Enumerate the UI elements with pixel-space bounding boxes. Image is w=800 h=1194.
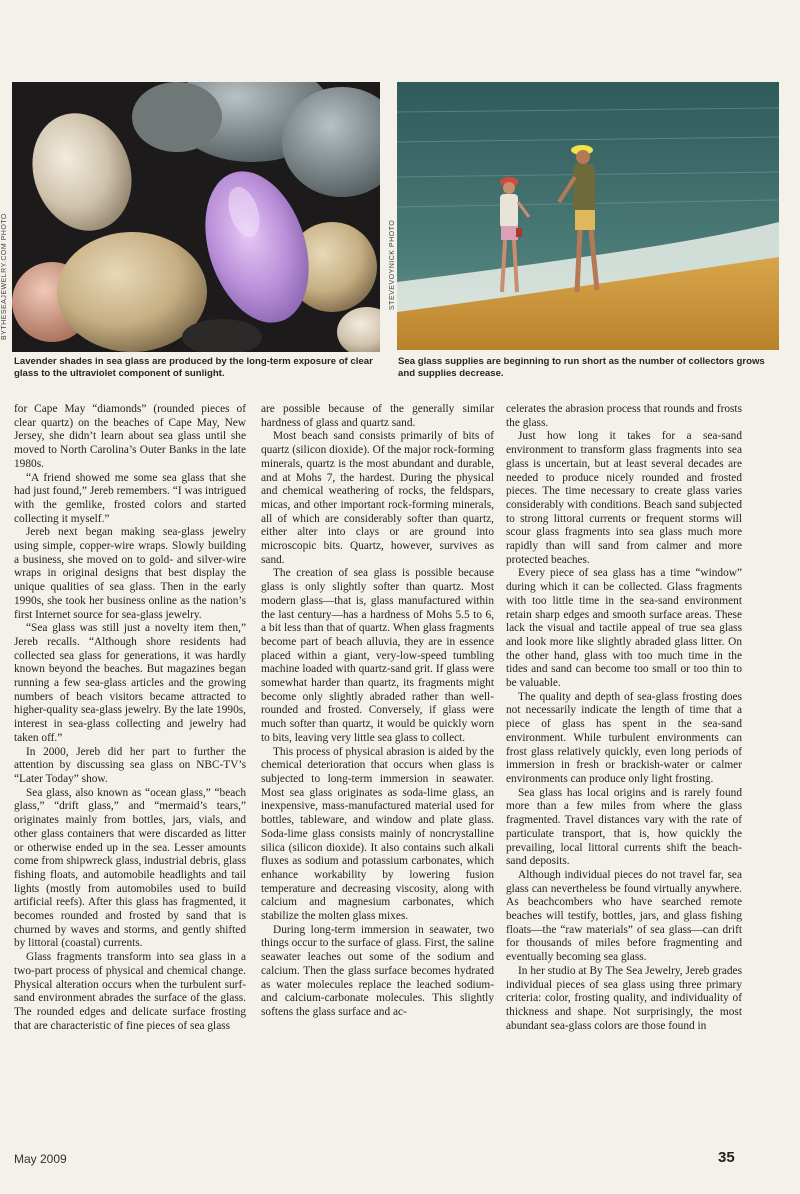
- paragraph: Sea glass, also known as “ocean glass,” “beach glass,” “drift glass,” and “mermaid’s tears,” originates mainly from bottles, jars, vials, and other glass containers that were discarded as litter or otherwise ended up in the sea. Lesser amounts come from shipwreck glass, industrial debris, glass fishing floats, and automobile headlights and tail lights (mostly from automobiles used to build artificial reefs). After this glass has fragmented, it becomes rounded and frosted by sand that is churned by waves and storms, and gently shifted by littoral (coastal) currents.: [14, 786, 246, 950]
- paragraph: celerates the abrasion process that rounds and frosts the glass.: [506, 403, 742, 429]
- photo-caption: Lavender shades in sea glass are produced by the long-term exposure of clear glass to the ultraviolet component of sunlight.: [14, 356, 373, 379]
- paragraph: Just how long it takes for a sea-sand environment to transform glass fragments into sea glass is uncertain, but at least several decades are needed to produce nicely rounded and frosted pieces. The time necessary to create glass varies considerably with conditions. Beach sand subjected to strong littoral currents or frequent storms will scour glass fragments into sea glass much more rapidly than will sand from calmer and more protected beaches.: [506, 430, 742, 566]
- beach-image: [397, 82, 779, 350]
- paragraph: Although individual pieces do not travel far, sea glass can nevertheless be found virtually anywhere. As beachcombers who have searched remote beaches will testify, bottles, jars, and glass fishing floats—the “raw materials” of sea glass—can drift for thousands of miles before fragmenting and eventually becoming sea glass.: [506, 868, 742, 964]
- paragraph: for Cape May “diamonds” (rounded pieces of clear quartz) on the beaches of Cape May, New Jersey, she didn’t learn about sea glass until she moved to North Carolina’s Outer Banks in the late 1980s.: [14, 403, 246, 470]
- beach-photo: [397, 82, 779, 350]
- paragraph: This process of physical abrasion is aided by the chemical deterioration that occurs when glass is subjected to long-term immersion in seawater. Most sea glass originates as soda-lime glass, an inexpensive, mass-manufactured material used for bottles, tableware, and window and plate glass. Soda-lime glass consists mainly of noncrystalline silica (silicon dioxide). It also contains such alkali fluxes as sodium and potassium carbonates, which enhance workability by lowering fusion temperature and decreasing viscosity, along with calcium and magnesium carbonates, which stabilize the molten glass mixes.: [261, 745, 494, 923]
- page-number: 35: [718, 1149, 735, 1166]
- photo-credit: STEVEVOYNICK PHOTO: [389, 219, 396, 310]
- article-column-2: [261, 403, 494, 1020]
- paragraph: are possible because of the generally similar hardness of glass and quartz sand.: [261, 403, 494, 429]
- paragraph: During long-term immersion in seawater, two things occur to the surface of glass. First, the saline seawater leaches out some of the sodium and calcium. Then the glass surface becomes hydrated as water molecules replace the leached sodium- and calcium-carbonate molecules. This slightly softens the glass surface and ac-: [261, 923, 494, 1018]
- sea-glass-image: [12, 82, 380, 352]
- paragraph: Sea glass has local origins and is rarely found more than a few miles from where the glass fragmented. Travel distances vary with the rate of particulate transport, that is, how quickly the prevailing, local littoral currents shift the beach-sand deposits.: [506, 786, 742, 868]
- photo-caption: Sea glass supplies are beginning to run short as the number of collectors grows and supplies decrease.: [398, 356, 765, 379]
- paragraph: Jereb next began making sea-glass jewelry using simple, copper-wire wraps. Slowly building a business, she moved on to gold- and silver-wire wraps in original designs that best display the unique qualities of sea glass. Then in the early 1990s, she took her business online as the nation’s first Internet source for sea-glass jewelry.: [14, 526, 246, 621]
- paragraph: “Sea glass was still just a novelty item then,” Jereb recalls. “Although shore residents had collected sea glass for generations, it was hardly known beyond the beaches. But magazines began running a few sea-glass articles and the growing numbers of beach visitors became attracted to higher-quality sea-glass jewelry. By the late 1990s, interest in sea-glass collecting and jewelry had taken off.”: [14, 622, 246, 744]
- paragraph: “A friend showed me some sea glass that she had just found,” Jereb remembers. “I was intrigued with the gemlike, frosted colors and started collecting it myself.”: [14, 471, 246, 525]
- paragraph: Most beach sand consists primarily of bits of quartz (silicon dioxide). Of the major rock-forming minerals, quartz is the most abundant and durable, and at Mohs 7, the hardest. During the physical and chemical weathering of rocks, the feldspars, micas, and other important rock-forming minerals, all of which are considerably softer than quartz, either alter into clays or are ground into microscopic bits. Quartz, however, survives as sand.: [261, 430, 494, 566]
- paragraph: Glass fragments transform into sea glass in a two-part process of physical and chemical change. Physical alteration occurs when the turbulent surf-sand environment abrades the surface of the glass. The rounded edges and delicate surface frosting that are characteristic of fine pieces of sea glass: [14, 951, 246, 1032]
- article-column-3: [506, 403, 742, 1033]
- paragraph: The quality and depth of sea-glass frosting does not necessarily indicate the length of time that a piece of glass has spent in the sea-sand environment. While turbulent environments can frost glass relatively quickly, even long periods of immersion in fresh or brackish-water or calmer environments can produce only light frosting.: [506, 690, 742, 785]
- paragraph: In 2000, Jereb did her part to further the attention by discussing sea glass on NBC-TV’s “Later Today” show.: [14, 745, 246, 785]
- paragraph: Every piece of sea glass has a time “window” during which it can be collected. Glass fragments with too little time in the sea-sand environment retain sharp edges and smooth surface areas. These lack the visual and tactile appeal of true sea glass and look more like slightly abraded glass litter. On the other hand, glass with too much time in the tides and sand can become too small or too thin to be valuable.: [506, 567, 742, 690]
- paragraph: The creation of sea glass is possible because glass is only slightly softer than quartz. Most modern glass—that is, glass manufactured within the last century—has a hardness of Mohs 5.5 to 6, a bit less than that of quartz. When glass fragments become part of beach alluvia, they are in essence placed within a giant, very-low-speed tumbling machine loaded with quartz-sand grit. If glass were somewhat harder than quartz, its fragments might become only slightly abraded rather than well-rounded and frosted. Conversely, if glass were much softer than quartz, it would be quickly worn to bits, leaving very little sea glass to collect.: [261, 567, 494, 744]
- photo-credit: BYTHESEAJEWELRY.COM PHOTO: [1, 213, 8, 340]
- sea-glass-photo: [12, 82, 380, 352]
- paragraph: In her studio at By The Sea Jewelry, Jereb grades individual pieces of sea glass using three primary criteria: color, frosting quality, and individuality of thickness and shape. Not surprisingly, the most abundant sea-glass colors are those found in: [506, 964, 742, 1032]
- issue-date: May 2009: [14, 1152, 67, 1166]
- article-column-1: [14, 403, 246, 1033]
